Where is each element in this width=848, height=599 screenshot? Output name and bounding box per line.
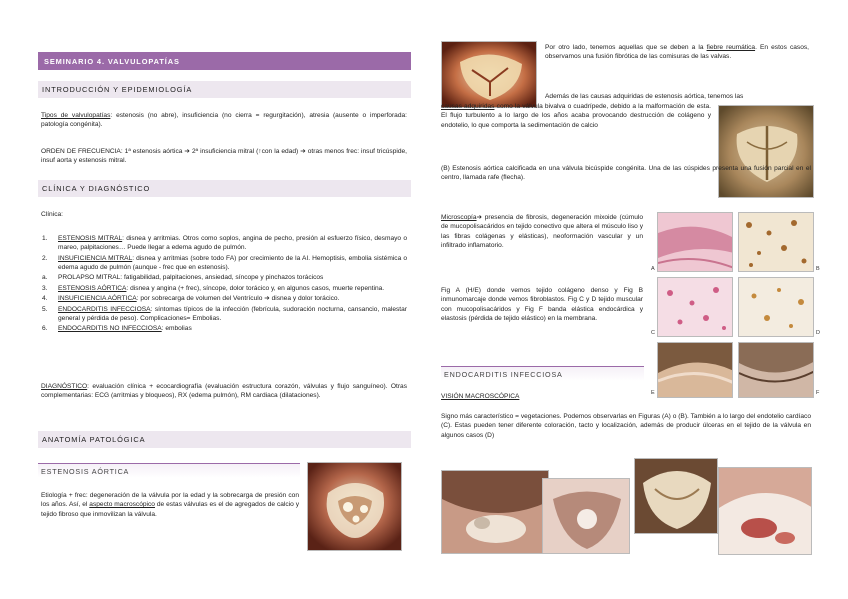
tipos-text: : estenosis (no abre), insuficiencia (no cierra = regurgitación), atresia (ausente o imperforada: patología congénita). — [41, 112, 407, 129]
calcified-valve-photo — [307, 462, 402, 551]
subsection-estenosis-aortica: ESTENOSIS AÓRTICA — [38, 463, 300, 478]
histology-panel-d — [738, 277, 814, 337]
list-item: a. PROLAPSO MITRAL: fatigabilidad, palpitaciones, ansiedad, síncope y pinchazos torácicos — [42, 274, 324, 282]
histology-panel-a — [657, 212, 733, 272]
vegetation-photo-d — [718, 467, 812, 555]
list-item: 4. INSUFICIENCIA AÓRTICA: por sobrecarga de volumen del Ventrículo ➔ disnea y dolor torácico. — [42, 295, 340, 303]
microscopia-paragraph: Microscopía➔ presencia de fibrosis, degeneración mixoide (cúmulo de mucopolisacáridos en tejido conectivo que altera el músculo liso y las fibras colágenas y elásticas), neoformación vascular y un infiltrado inflamatorio. — [441, 214, 643, 250]
causas-paragraph-top: Además de las causas adquiridas de estenosis aórtica, tenemos las — [545, 93, 744, 100]
list-item: 6. ENDOCARDITIS NO INFECCIOSA: embolias — [42, 325, 192, 333]
subsection-endocarditis: ENDOCARDITIS INFECCIOSA — [441, 366, 644, 381]
diagnostico-label: DIAGNÓSTICO — [41, 383, 88, 390]
list-item: 2. INSUFICIENCIA MITRAL: disnea y arritmias (sobre todo FA) por crecimiento de la AI. Hemoptisis, embolia sistémica o edema agudo de pulmón (aunque - frec que en estenosis). — [42, 254, 407, 272]
histology-panel-c — [657, 277, 733, 337]
clinica-list — [38, 234, 407, 335]
bicuspide-caption: (B) Estenosis aórtica calcificada en una válvula bicúspide congénita. Una de las cúspides presenta una fusión parcial en el centro, llamada rafe (flecha). — [441, 165, 811, 182]
panel-label-a: A — [651, 266, 655, 272]
endocarditis-paragraph: Signo más característico = vegetaciones. Podemos observarlas en Figuras (A) o (B). También a lo largo del endotelio cardíaco (C). Estas pueden tener diferente coloración, tacto y localización, además de producir úlceras en el tejido de la válvula en algunos casos (D) — [441, 413, 811, 439]
histology-panel-b — [738, 212, 814, 272]
orden-label: ORDEN DE FRECUENCIA — [41, 148, 121, 155]
orden-paragraph — [41, 147, 407, 166]
panel-label-b: B — [816, 266, 820, 272]
vegetation-photo-a — [441, 470, 549, 554]
list-item: 3. ESTENOSIS AÓRTICA: disnea y angina (+ frec), síncope, dolor torácico y, en algunos casos, muerte repentina. — [42, 284, 385, 292]
panel-label-d: D — [816, 330, 820, 336]
bicuspid-valve-photo — [718, 105, 814, 198]
orden-text: : 1ª estenosis aórtica ➔ 2ª insuficiencia mitral (↑con la edad) ➔ otras menos frec: insuf tricúspide, insuf aorta y estenosis mitral. — [41, 148, 408, 165]
rheumatic-valve-photo — [441, 41, 537, 108]
diagnostico-paragraph — [41, 382, 407, 401]
section-intro-heading: INTRODUCCIÓN Y EPIDEMIOLOGÍA — [38, 81, 411, 98]
etiologia-paragraph: Etiología + frec: degeneración de la válvula por la edad y la sobrecarga de presión con los años. Así, el aspecto macroscópico de estas válvulas es el de agregados de calcio y tejido fibroso que inmovilizan la válvula. — [41, 492, 299, 518]
section-anatomia-heading: ANATOMÍA PATOLÓGICA — [38, 431, 411, 448]
list-item: 1. ESTENOSIS MITRAL: disnea y arritmias. Otros como soplos, angina de pecho, presión al esfuerzo físico, desmayo o mareo, palpitaciones… Puede llegar a edema agudo de pulmón. — [42, 235, 407, 252]
histology-panel-e — [657, 342, 733, 398]
section-clinica-heading: CLÍNICA Y DIAGNÓSTICO — [38, 180, 411, 197]
clinica-label: Clínica: — [41, 211, 63, 218]
fiebre-reumatica-paragraph: Por otro lado, tenemos aquellas que se deben a la fiebre reumática. En estos casos, observamos una fusión fibrótica de las comisuras de las valvas. — [545, 44, 809, 61]
document-title: SEMINARIO 4. VALVULOPATÍAS — [38, 52, 411, 70]
panel-label-f: F — [816, 390, 820, 396]
diagnostico-text: : evaluación clínica + ecocardiografía (evaluación estructura corazón, válvulas y flujo sanguíneo). Otras complementarias: ECG (arritmias y bloqueos), RX (edema pulmón), RM cardiaca (dilataciones). — [41, 383, 407, 400]
causas-paragraph: causas adquiridas como la válvula bivalva o cuadrípede, debido a la malformación de esta. El flujo turbulento a lo largo de los años acaba provocando destrucción de colágeno y endotelio, lo que comporta la sedimentación de calcio — [441, 103, 711, 129]
figuras-paragraph: Fig A (H/E) donde vemos tejido colágeno denso y Fig B inmunomarcaje donde vemos fibroblastos. Fig C y D tejido muscular con mucopolisacáridos y Fig F banda elástica endocárdica y elastosis (pérdida de tejido elástico) en la membrana. — [441, 287, 643, 323]
tipos-label: Tipos de valvulopatías — [41, 112, 111, 119]
vision-macroscopica-label: VISIÓN MACROSCÓPICA — [441, 393, 520, 400]
histology-panel-f — [738, 342, 814, 398]
panel-label-e: E — [651, 390, 655, 396]
vegetation-photo-c — [634, 458, 718, 534]
list-item: 5. ENDOCARDITIS INFECCIOSA: síntomas típicos de la infección (febrícula, sudoración nocturna, cansancio, malestar general y pérdida de peso). Complicaciones= Embolias. — [42, 305, 407, 322]
panel-label-c: C — [651, 330, 655, 336]
tipos-paragraph — [41, 111, 407, 130]
vegetation-photo-b — [542, 478, 630, 554]
